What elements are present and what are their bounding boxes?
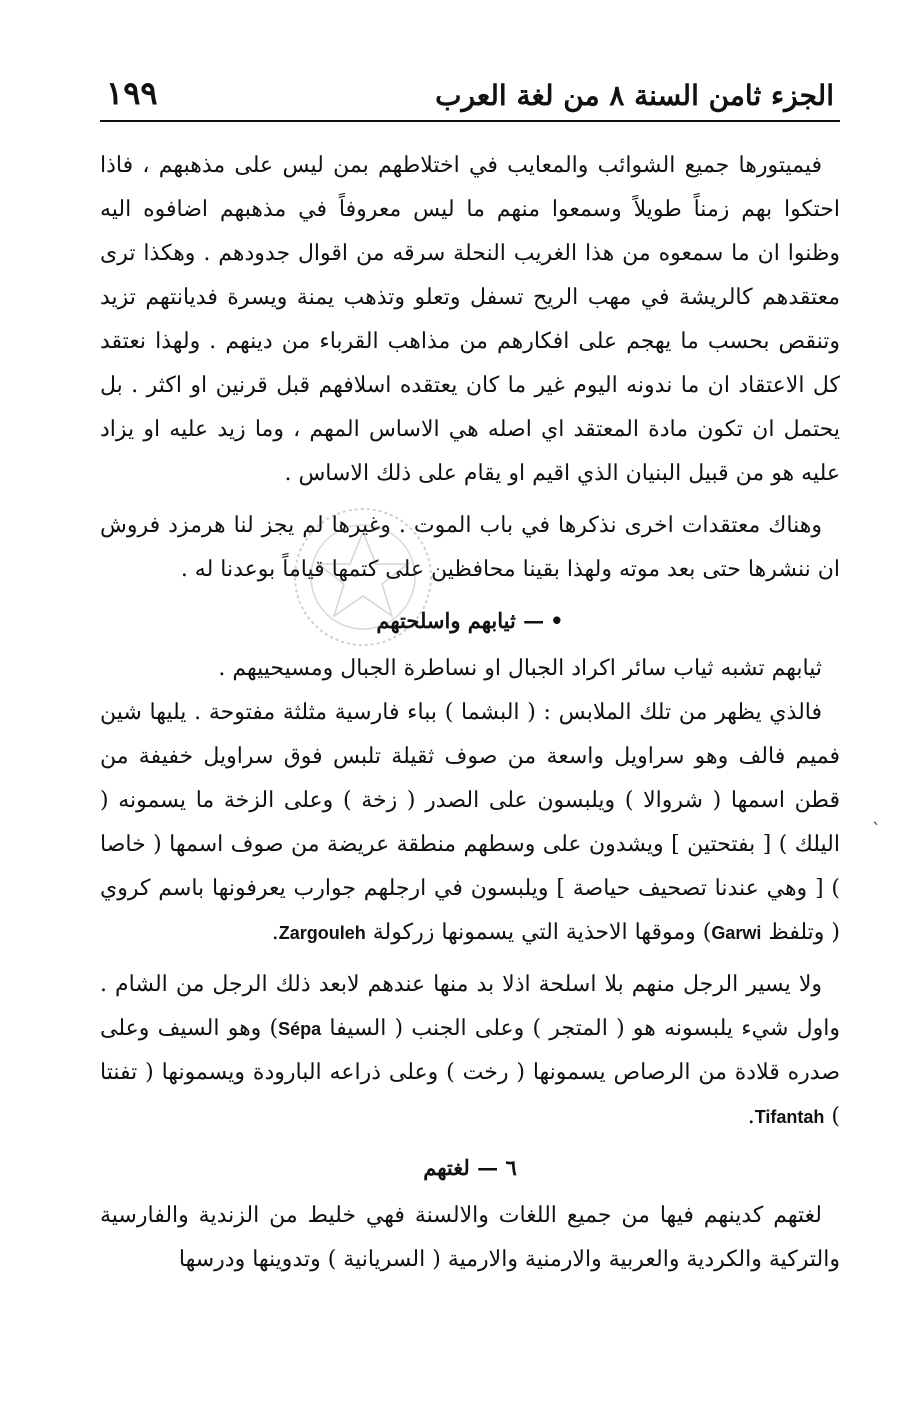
heading-clothing-text: — ثيابهم واسلحتهم bbox=[376, 608, 545, 633]
paragraph-clothing-items bbox=[100, 691, 840, 955]
weapons-text-c: . bbox=[747, 1104, 755, 1129]
margin-mark: ` bbox=[872, 820, 881, 841]
page-number: ١٩٩ bbox=[106, 74, 158, 112]
paragraph-weapons bbox=[100, 963, 840, 1139]
term-zargouleh: Zargouleh bbox=[278, 923, 366, 943]
section-heading-clothing bbox=[100, 608, 840, 633]
running-title: الجزء ثامن السنة ٨ من لغة العرب bbox=[435, 79, 834, 112]
paragraph-clothing-intro: ثيابهم تشبه ثياب سائر اكراد الجبال او نساطرة الجبال ومسيحييهم . bbox=[218, 656, 822, 681]
term-garwi: Garwi bbox=[711, 923, 762, 943]
paragraph-beliefs: فيميتورها جميع الشوائب والمعايب في اختلاطهم بمن ليس على مذهبهم ، فاذا احتكوا بهم زمناً طويلاً وسمعوا منهم ما ليس معروفاً في مذهبهم اضافوه اليه وظنوا ان ما سمعوه من هذا الغريب النحلة سرقه من اقوال جدودهم . وهكذا ترى معتقدهم كالريشة في مهب الريح تسفل وتعلو وتذهب يمنة ويسرة فديانتهم تزيد وتنقص بحسب ما يهجم على افكارهم من مذاهب القرباء من دينهم . ولهذا نعتقد كل الاعتقاد ان ما ندونه اليوم غير ما كان يعتقده اسلافهم قبل قرنين او اكثر . بل يحتمل ان تكون مادة المعتقد اي اصله هي الاساس المهم ، وما زيد عليه او يزاد عليه هو من قبيل البنيان الذي اقيم او يقام على ذلك الاساس . bbox=[100, 153, 840, 486]
document-page bbox=[100, 60, 840, 1282]
clothing-text-c: . bbox=[271, 920, 279, 945]
term-tifantah: Tifantah bbox=[754, 1107, 825, 1127]
clothing-text-b: ) وموقها الاحذية التي يسمونها زركولة bbox=[372, 920, 712, 945]
weapons-text-a: ولا يسير الرجل منهم بلا اسلحة اذلا بد منها عندهم لابعد ذلك الرجل من الشام . واول شيء يلبسونه هو ( المتجر ) وعلى الجنب ( السيفا bbox=[100, 972, 840, 1041]
paragraph-other-beliefs: وهناك معتقدات اخرى نذكرها في باب الموت . وغيرها لم يجز لنا هرمزد فروش ان ننشرها حتى بعد موته ولهذا بقينا محافظين على كتمها قياماً بوعدنا له . bbox=[100, 513, 840, 582]
term-sepa: Sépa bbox=[278, 1019, 322, 1039]
paragraph-language: لغتهم كدينهم فيها من جميع اللغات والالسنة فهي خليط من الزندية والفارسية والتركية والكردية والعربية والارمنية والارمية ( السريانية ) وتدوينها ودرسها bbox=[100, 1203, 840, 1272]
running-head bbox=[100, 60, 840, 116]
heading-bullet: • bbox=[550, 608, 564, 633]
section-heading-language: ٦ — لغتهم bbox=[423, 1155, 517, 1180]
weapons-text-b: ) وهو السيف وعلى صدره قلادة من الرصاص يسمونها ( رخت ) وعلى ذراعه البارودة ويسمونها ( تفنتا ) bbox=[100, 1016, 840, 1129]
header-rule bbox=[100, 120, 840, 122]
clothing-text-a: فالذي يظهر من تلك الملابس : ( البشما ) بباء فارسية مثلثة مفتوحة . يليها شين فميم فالف وهو سراويل واسعة من صوف ثقيلة تلبس فوق سراويل خفيفة من قطن اسمها ( شروالا ) ويلبسون على الصدر ( زخة ) وعلى الزخة ما يسمونه ( اليلك ) [ بفتحتين ] ويشدون على وسطهم منطقة عريضة من صوف اسمها ( خاصا ) [ وهي عندنا تصحيف حياصة ] ويلبسون في ارجلهم جوارب يعرفونها باسم كروي ( وتلفظ bbox=[100, 700, 840, 945]
